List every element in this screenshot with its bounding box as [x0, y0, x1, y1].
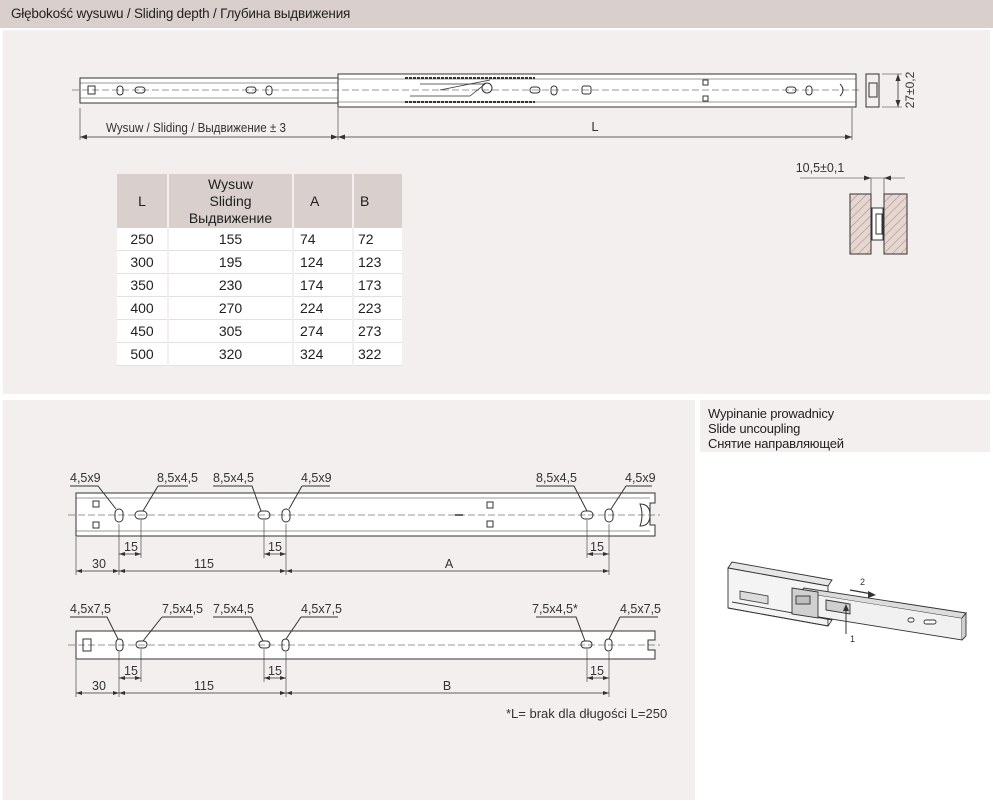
rail-b-hole-label: 7,5x4,5	[162, 602, 204, 616]
cell-b: 223	[354, 297, 402, 320]
footnote: *L= brak dla długości L=250	[506, 706, 668, 721]
cell-sliding: 195	[169, 251, 292, 274]
cell-a: 324	[294, 343, 352, 366]
rail-a-pitch-label: 15	[124, 540, 138, 554]
rail-a-hole-label: 4,5x9	[70, 471, 101, 485]
cell-sliding: 320	[169, 343, 292, 366]
page-title: Głębokość wysuwu / Sliding depth / Глубина выдвижения	[11, 6, 351, 21]
rail-b-hole-label: 4,5x7,5	[620, 602, 662, 616]
step-2-label: 2	[860, 577, 866, 587]
table-row	[117, 274, 402, 297]
rail-b-hole-label: 7,5x4,5	[213, 602, 255, 616]
cell-a: 274	[294, 320, 352, 343]
rail-a-offset-label: 115	[194, 557, 214, 571]
column-header-l: L	[117, 174, 167, 228]
table-row	[117, 343, 402, 366]
rail-a-pitch-label: 15	[590, 540, 604, 554]
uncoupling-title-pl: Wypinanie prowadnicy	[708, 406, 834, 421]
rail-a-hole-label: 4,5x9	[301, 471, 332, 485]
step-1-label: 1	[850, 634, 856, 644]
cell-b: 123	[354, 251, 402, 274]
rail-b-hole-label: 4,5x7,5	[70, 602, 112, 616]
cell-a: 124	[294, 251, 352, 274]
cell-sliding: 305	[169, 320, 292, 343]
cell-sliding: 230	[169, 274, 292, 297]
cell-l: 500	[117, 343, 167, 366]
rail-b-offset-label: 30	[92, 679, 106, 693]
column-header-sliding-en: Sliding	[209, 192, 252, 209]
cell-a: 74	[294, 228, 352, 251]
uncoupling-illustration	[700, 450, 990, 800]
rail-b-pitch-label: 15	[268, 664, 282, 678]
rail-a-offset-label: A	[444, 557, 454, 571]
rail-a-hole-label: 8,5x4,5	[213, 471, 255, 485]
rail-a-hole-label: 8,5x4,5	[536, 471, 578, 485]
uncoupling-title-ru: Снятие направляющей	[708, 436, 844, 451]
cell-b: 72	[354, 228, 402, 251]
table-row	[117, 228, 402, 251]
cell-l: 300	[117, 251, 167, 274]
uncoupling-title	[708, 406, 844, 451]
rail-b-offset-label: 115	[194, 679, 214, 693]
rail-b-pitch-label: 15	[124, 664, 138, 678]
rail-a-pitch-label: 15	[268, 540, 282, 554]
column-header-b: B	[354, 174, 402, 228]
table-row	[117, 251, 402, 274]
height-dimension-label: 27±0,2	[903, 71, 917, 109]
cell-b: 173	[354, 274, 402, 297]
cell-l: 350	[117, 274, 167, 297]
cell-sliding: 155	[169, 228, 292, 251]
rail-a-outline	[76, 493, 655, 536]
sliding-depth-table	[115, 174, 404, 366]
cell-l: 400	[117, 297, 167, 320]
cabinet-side-left	[850, 194, 871, 254]
table-row	[117, 297, 402, 320]
column-header-a: A	[294, 174, 352, 228]
cell-b: 322	[354, 343, 402, 366]
gap-dimension-label: 10,5±0,1	[795, 161, 845, 175]
cell-sliding: 270	[169, 297, 292, 320]
column-header-sliding-pl: Wysuw	[208, 175, 253, 192]
column-header-sliding	[169, 174, 292, 228]
cell-a: 224	[294, 297, 352, 320]
uncoupling-title-en: Slide uncoupling	[708, 421, 801, 436]
column-header-sliding-ru: Выдвижение	[188, 209, 273, 226]
table-header-row	[117, 174, 402, 228]
cell-a: 174	[294, 274, 352, 297]
rail-b-offset-label: B	[442, 679, 452, 693]
rail-a-offset-label: 30	[92, 557, 106, 571]
cabinet-side-right	[884, 194, 907, 254]
rail-a-hole-label: 4,5x9	[625, 471, 656, 485]
table-row	[117, 320, 402, 343]
rail-a-hole-label: 8,5x4,5	[157, 471, 199, 485]
cell-b: 273	[354, 320, 402, 343]
cell-l: 250	[117, 228, 167, 251]
cell-l: 450	[117, 320, 167, 343]
rail-b-hole-label: 7,5x4,5*	[532, 602, 578, 616]
mounting-holes-drawing	[0, 400, 700, 800]
length-dimension-label: L	[591, 119, 599, 134]
rail-b-pitch-label: 15	[590, 664, 604, 678]
sliding-dimension-label: Wysuw / Sliding / Выдвижение ± 3	[106, 121, 287, 135]
rail-b-hole-label: 4,5x7,5	[301, 602, 343, 616]
